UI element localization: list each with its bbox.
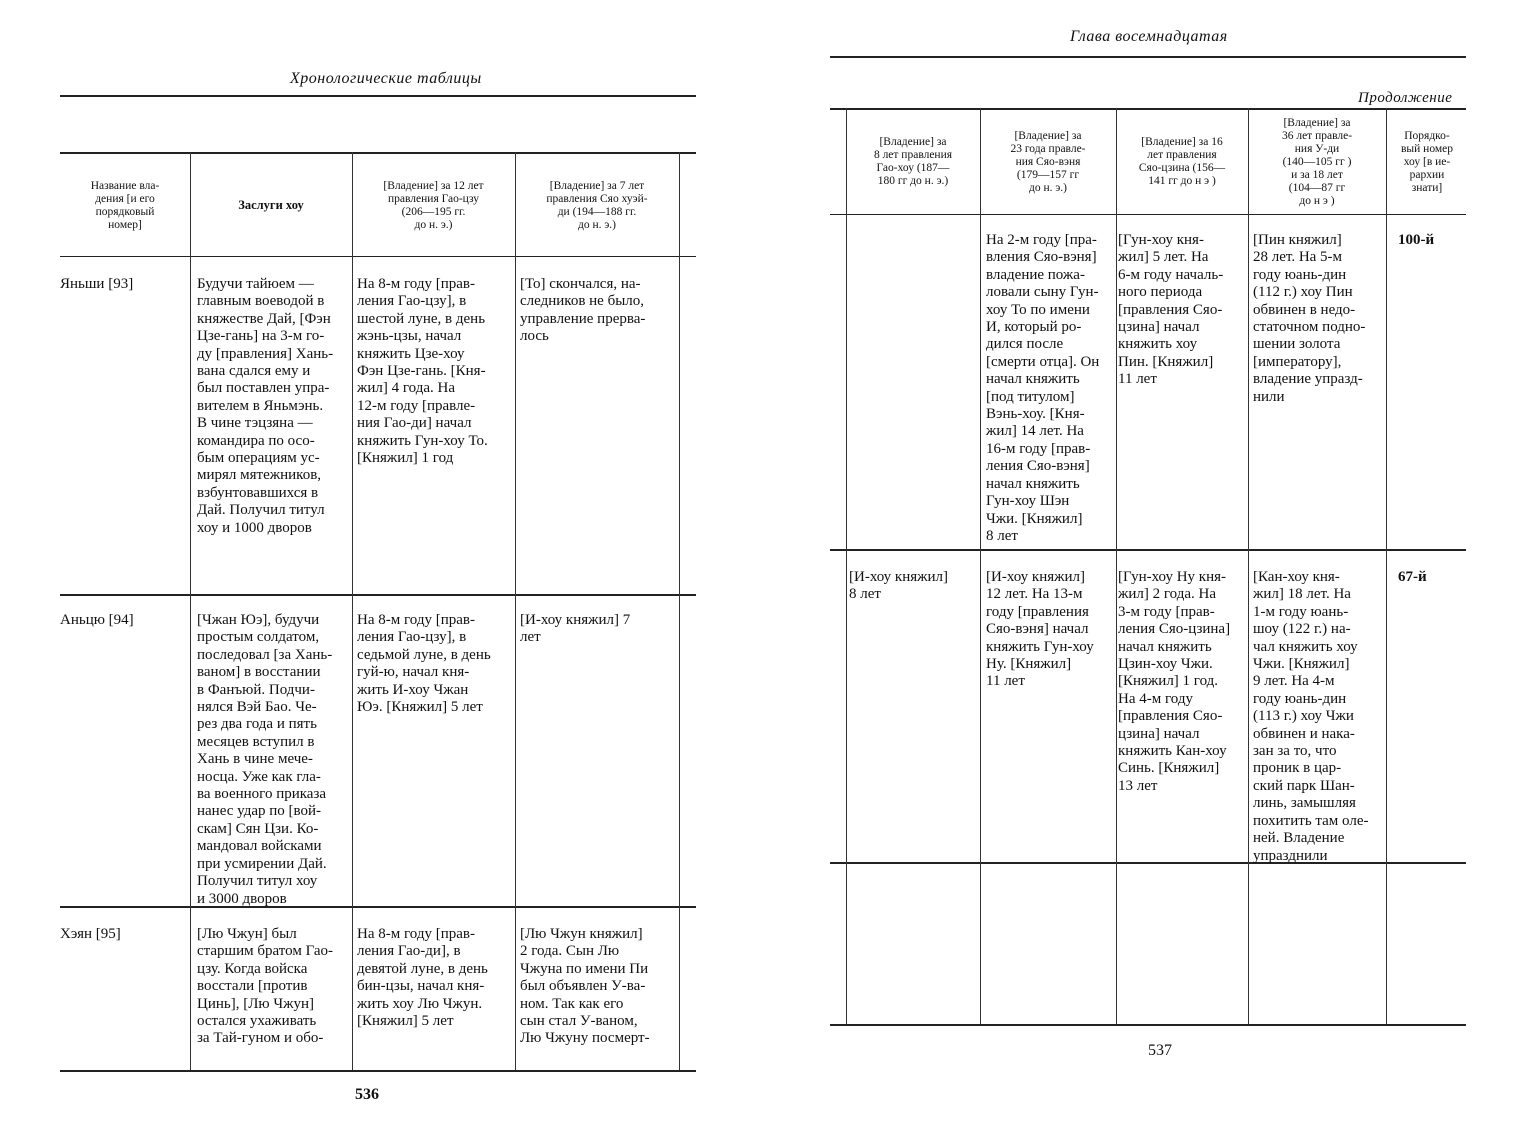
column-divider xyxy=(980,108,981,1024)
wudi-cell: [Кан-хоу кня- жил] 18 лет. На 1-м году юань- шоу (122 г.) на- чал княжить хоу Чжи. [Княжил] 9 лет. На 4-м году юань-дин (113 г.) хоу Чжи обвинен и нака- зан за то, что проник в цар- ский парк Шан- линь, замышляя похитить там оле- ней. Владение упразднили xyxy=(1253,569,1369,864)
fief-name: Хэян [95] xyxy=(60,926,121,942)
merits-cell: [Лю Чжун] был старшим братом Гао- цзу. Когда войска восстали [против Цинь], [Лю Чжун] остался ухаживать за Тай-гуном и обо- xyxy=(197,926,334,1047)
row-rule xyxy=(60,594,696,596)
merits-cell: [Чжан Юэ], будучи простым солдатом, последовал [за Хань- ваном] в восстании в Фанъюй. Подчи- нялся Вэй Бао. Че- рез два года и пять месяцев вступил в Хань в чине мече- носца. Уже как гла- ва военного приказа нанес удар по [вой- скам] Сян Цзи. Ко- мандовал войсками при усмирении Дай. Получил титул хоу и 3000 дворов xyxy=(197,612,333,907)
column-header-wudi: [Владение] за 36 лет правле- ния У-ди (140—105 гг ) и за 18 лет (104—87 гг до н э ) xyxy=(1281,116,1353,207)
table-top-rule xyxy=(60,152,696,154)
xiaojing-cell: [Гун-хоу Ну кня- жил] 2 года. На 3-м году [прав- ления Сяо-цзина] начал княжить Цзин-хоу Чжи. [Княжил] 1 год. На 4-м году [правления Сяо- цзина] начал княжить Кан-хоу Синь. [Княжил] 13 лет xyxy=(1118,569,1231,794)
table-bottom-rule xyxy=(60,1070,696,1072)
xiaowen-cell: [И-хоу княжил] 12 лет. На 13-м году [правления Сяо-вэня] начал княжить Гун-хоу Ну. [Княжил] 11 лет xyxy=(986,569,1094,690)
gaozu-cell: На 8-м году [прав- ления Гао-цзу], в шестой луне, в день жэнь-цзы, начал княжить Цзе-хоу Фэн Цзе-гань. [Кня- жил] 4 года. На 12-м году [правле- ния Гао-ди] начал княжить Гун-хоу То. [Княжил] 1 год xyxy=(357,276,488,467)
table-top-rule xyxy=(830,108,1466,110)
gaozu-cell: На 8-м году [прав- ления Гао-цзу], в седьмой луне, в день гуй-ю, начал кня- жить И-хоу Чжан Юэ. [Княжил] 5 лет xyxy=(357,612,491,716)
column-header-xiaowen: [Владение] за 23 года правле- ния Сяо-вэня (179—157 гг до н. э.) xyxy=(1010,129,1086,194)
huidi-cell: [Лю Чжун княжил] 2 года. Сын Лю Чжуна по имени Пи был объявлен У-ва- ном. Так как его сын стал У-ваном, Лю Чжуну посмерт- xyxy=(520,926,650,1047)
gaozu-cell: На 8-м году [прав- ления Гао-ди], в девятой луне, в день бин-цзы, начал кня- жить хоу Лю Чжун. [Княжил] 5 лет xyxy=(357,926,488,1030)
column-header-rank: Порядко- вый номер хоу [в ие- рархии знати] xyxy=(1400,129,1453,194)
column-divider xyxy=(352,152,353,1070)
running-head-right: Глава восемнадцатая xyxy=(1070,28,1228,45)
fief-name: Аньцю [94] xyxy=(60,612,134,628)
page-number-right: 537 xyxy=(1148,1042,1172,1059)
wudi-cell: [Пин княжил] 28 лет. На 5-м году юань-дин (112 г.) хоу Пин обвинен в недо- статочном подно- шении золота [императору], владение упразд- нили xyxy=(1253,232,1366,405)
header-bottom-rule xyxy=(830,214,1466,215)
column-header-gaohou: [Владение] за 8 лет правления Гао-хоу (187— 180 гг до н. э.) xyxy=(873,136,953,187)
column-header-gaozu: [Владение] за 12 лет правления Гао-цзу (206—195 гг. до н. э.) xyxy=(383,179,484,231)
header-rule xyxy=(60,95,696,97)
huidi-cell: [То] скончался, на- следников не было, управление прерва- лось xyxy=(520,276,646,345)
gaohou-cell: [И-хоу княжил] 8 лет xyxy=(849,569,949,603)
continuation-label: Продолжение xyxy=(1358,90,1453,106)
merits-cell: Будучи тайюем — главным воеводой в княжестве Дай, [Фэн Цзе-гань] на 3-м го- ду [правления] Хань- вана сдался ему и был поставлен упра- вителем в Яньмэнь. В чине тэцзяна — командира по осо- бым операциям ус- мирял мятежников, взбунтовавшихся в Дай. Получил титул хоу и 1000 дворов xyxy=(197,276,334,536)
column-divider xyxy=(846,108,847,1024)
xiaowen-cell: На 2-м году [пра- вления Сяо-вэня] владение пожа- ловали сыну Гун- хоу То по имени И, который ро- дился после [смерти отца]. Он начал княжить [под титулом] Вэнь-хоу. [Кня- жил] 14 лет. На 16-м году [прав- ления Сяо-вэня] начал княжить Гун-хоу Шэн Чжи. [Княжил] 8 лет xyxy=(986,232,1100,544)
column-header-name: Название вла- дения [и его порядковый номер] xyxy=(90,179,160,231)
column-divider xyxy=(1116,108,1117,1024)
column-header-huidi: [Владение] за 7 лет правления Сяо хуэй- ди (194—188 гг. до н. э.) xyxy=(546,179,648,231)
row-rule xyxy=(830,549,1466,551)
rank-cell: 67-й xyxy=(1398,569,1427,585)
huidi-cell: [И-хоу княжил] 7 лет xyxy=(520,612,631,646)
header-bottom-rule xyxy=(60,256,696,257)
header-rule xyxy=(830,56,1466,58)
rank-cell: 100-й xyxy=(1398,232,1435,248)
column-header-merits: Заслуги хоу xyxy=(238,198,304,212)
column-divider xyxy=(1248,108,1249,1024)
fief-name: Яньши [93] xyxy=(60,276,134,292)
column-divider xyxy=(190,152,191,1070)
page-number-left: 536 xyxy=(355,1086,379,1103)
column-divider xyxy=(515,152,516,1070)
table-bottom-rule xyxy=(830,1024,1466,1026)
column-divider xyxy=(679,152,680,1070)
xiaojing-cell: [Гун-хоу кня- жил] 5 лет. На 6-м году началь- ного периода [правления Сяо- цзина] начал княжить хоу Пин. [Княжил] 11 лет xyxy=(1118,232,1224,388)
column-header-xiaojing: [Владение] за 16 лет правления Сяо-цзина (156— 141 гг до н э ) xyxy=(1138,136,1226,187)
row-rule xyxy=(60,906,696,908)
running-head-left: Хронологические таблицы xyxy=(290,70,482,87)
